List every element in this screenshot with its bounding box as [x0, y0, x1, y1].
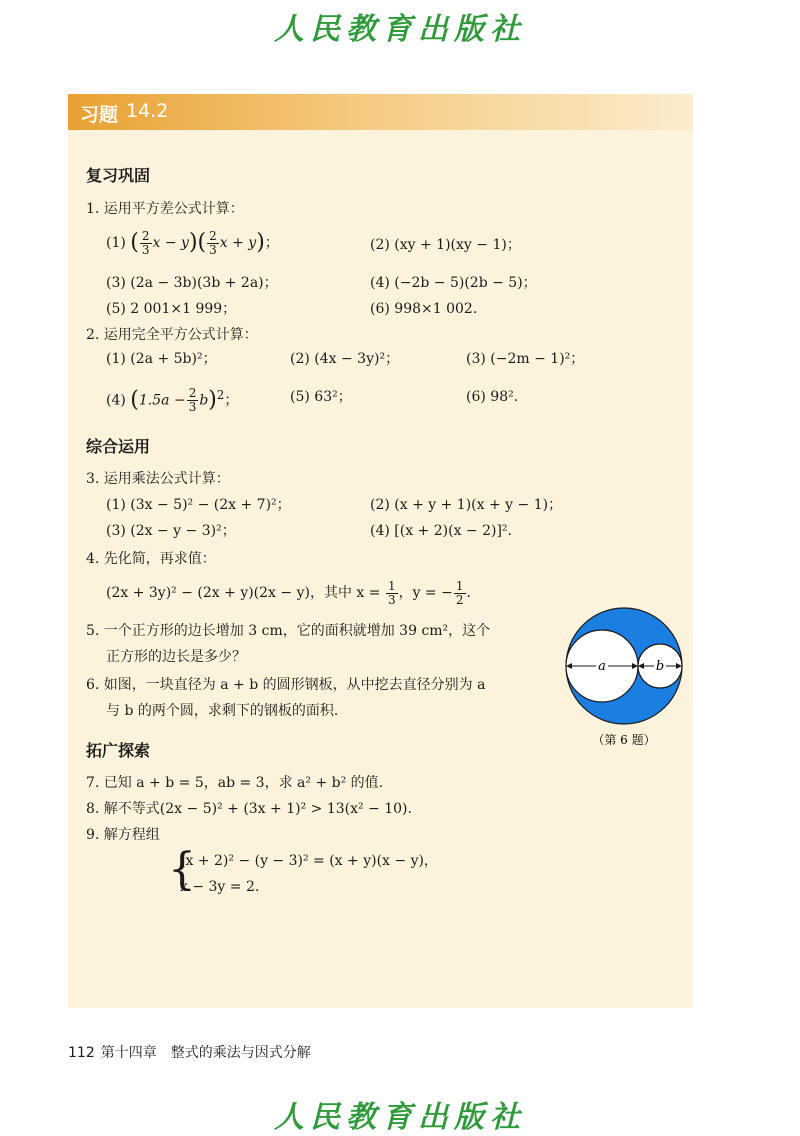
section-review-heading: 复习巩固 — [86, 166, 151, 185]
fraction: $\frac{2}{3}$ — [209, 228, 217, 257]
system-brace: { — [168, 844, 196, 895]
q1-part6: (6) 998×1 002. — [370, 301, 478, 317]
label-b: b — [655, 659, 665, 674]
q1-part4: (4) (−2b − 5)(2b − 5)； — [370, 275, 537, 291]
figure-caption: （第 6 题） — [592, 733, 656, 747]
publisher-watermark-top: 人民教育出版社 — [274, 12, 526, 47]
q2-part5: (5) 63²； — [290, 389, 352, 405]
fraction: $\frac{2}{3}$ — [141, 228, 150, 257]
q3-part3: (3) (2x − y − 3)²； — [106, 523, 236, 539]
q2-part4: (4) (1.5a − $\frac{2}{3}$ b)$^2$； — [106, 386, 239, 415]
exercise-title-bar — [68, 94, 693, 130]
q1-part1: (1) ( $\frac{2}{3}$ x − y)( $\frac{2}{3}$ x + y)； — [106, 228, 279, 257]
q3-stem: 3. 运用乘法公式计算： — [86, 471, 230, 487]
fraction: $\frac{2}{3}$ — [188, 386, 197, 415]
label-a: a — [598, 659, 606, 674]
q4-mid: ，y = − — [398, 585, 453, 601]
q1-part1-b: x + y — [219, 235, 257, 251]
q2-part4-b: b — [199, 392, 209, 409]
q1-part1-a: x − y — [152, 235, 189, 251]
q2-stem: 2. 运用完全平方公式计算： — [86, 327, 258, 343]
page-number: 112 — [68, 1045, 95, 1061]
page-footer — [68, 1042, 311, 1062]
section-extension-heading: 拓广探索 — [86, 741, 151, 760]
q3-part2: (2) (x + y + 1)(x + y − 1)； — [370, 497, 563, 513]
q5-line1: 5. 一个正方形的边长增加 3 cm，它的面积就增加 39 cm²，这个 — [86, 623, 491, 639]
q9-stem: 9. 解方程组 — [86, 827, 160, 843]
fraction: $\frac{1}{2}$ — [455, 578, 464, 607]
q3-part1: (1) (3x − 5)² − (2x + 7)²； — [106, 497, 291, 513]
q6-line1: 6. 如图，一块直径为 a + b 的圆形钢板，从中挖去直径分别为 a — [86, 677, 486, 693]
q1-part1-label: (1) — [106, 235, 126, 251]
q8: 8. 解不等式(2x − 5)² + (3x + 1)² > 13(x² − 10). — [86, 801, 412, 817]
q1-part2: (2) (xy + 1)(xy − 1)； — [370, 237, 521, 253]
q1-stem: 1. 运用平方差公式计算： — [86, 201, 244, 217]
q9-eq2: x − 3y = 2. — [180, 879, 260, 895]
q3-part4: (4) [(x + 2)(x − 2)]². — [370, 523, 512, 539]
q2-part1: (1) (2a + 5b)²； — [106, 351, 217, 367]
exercise-title: 习题 — [80, 104, 119, 126]
exercise-number: 14.2 — [126, 100, 169, 122]
chapter-label: 第十四章 — [100, 1045, 157, 1061]
q4-end: . — [466, 585, 471, 601]
q1-part3: (3) (2a − 3b)(3b + 2a)； — [106, 275, 278, 291]
q2-part6: (6) 98². — [466, 389, 519, 405]
q6-line2: 与 b 的两个圆，求剩下的钢板的面积. — [106, 703, 339, 719]
q2-part2: (2) (4x − 3y)²； — [290, 351, 400, 367]
q6-figure — [562, 604, 687, 749]
chapter-title: 整式的乘法与因式分解 — [170, 1045, 311, 1061]
q7: 7. 已知 a + b = 5，ab = 3，求 a² + b² 的值. — [86, 775, 384, 791]
section-application-heading: 综合运用 — [86, 437, 151, 456]
fraction: $\frac{1}{3}$ — [387, 578, 396, 607]
q5-line2: 正方形的边长是多少？ — [106, 649, 246, 665]
q1-part5: (5) 2 001×1 999； — [106, 301, 237, 317]
q4-expr: (2x + 3y)² − (2x + y)(2x − y)，其中 x = — [106, 585, 381, 601]
q2-part3: (3) (−2m − 1)²； — [466, 351, 585, 367]
q4-stem: 4. 先化简，再求值： — [86, 551, 216, 567]
q4-expression — [106, 578, 471, 608]
q2-part4-label: (4) — [106, 392, 126, 409]
publisher-watermark-bottom: 人民教育出版社 — [274, 1100, 526, 1135]
q2-part4-a: 1.5a − — [138, 392, 186, 409]
q9-eq1: (x + 2)² − (y − 3)² = (x + y)(x − y)， — [180, 853, 438, 869]
